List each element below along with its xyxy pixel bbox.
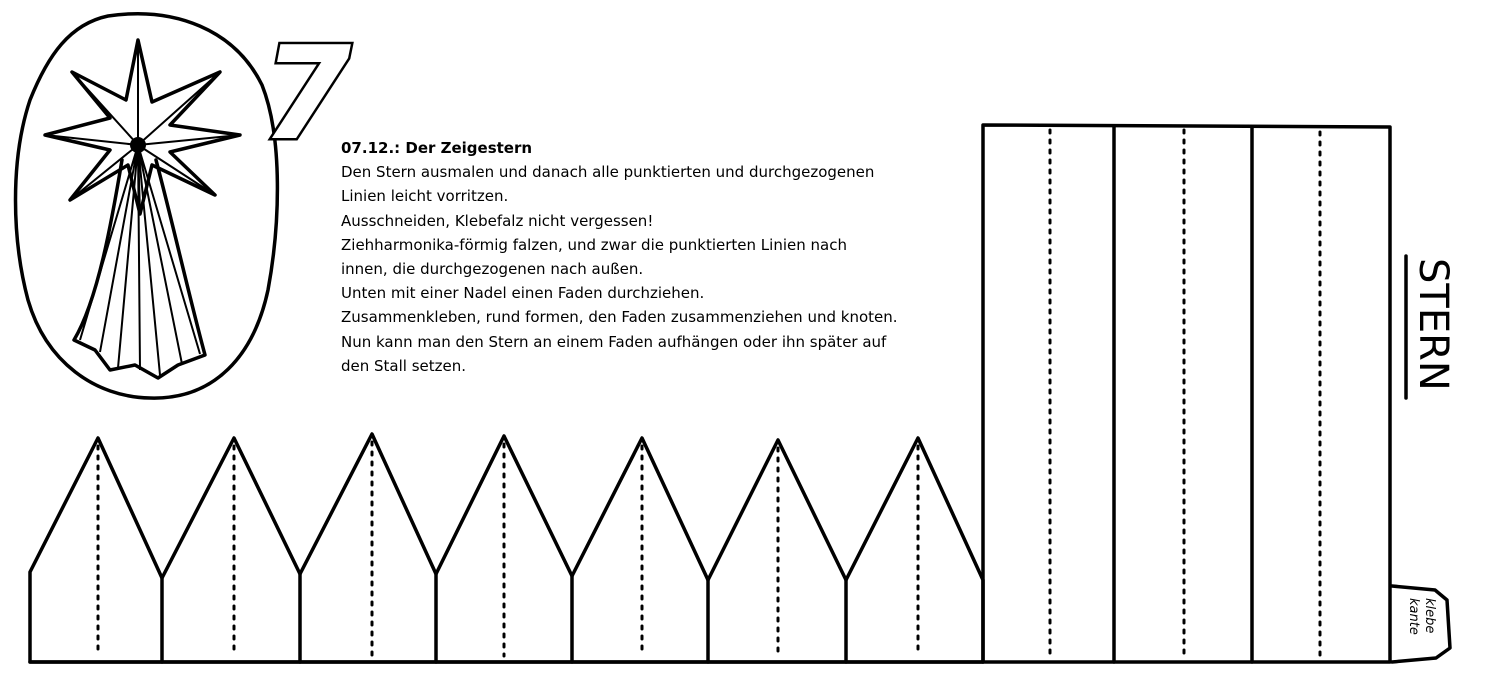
side-label <box>1406 256 1456 398</box>
instruction-line: den Stall setzen. <box>341 356 467 375</box>
instruction-line: Unten mit einer Nadel einen Faden durchziehen. <box>341 284 705 303</box>
zigzag-cut-strip <box>30 434 983 662</box>
day-number: 7 <box>262 20 352 169</box>
instruction-text <box>341 136 981 378</box>
instruction-line: Zusammenkleben, rund formen, den Faden zusammenziehen und knoten. <box>341 308 898 327</box>
instruction-title: 07.12.: Der Zeigestern <box>341 139 533 157</box>
star-illustration-frame <box>16 14 278 398</box>
zigzag-outline <box>30 434 983 662</box>
instruction-line: Den Stern ausmalen und danach alle punktierten und durchgezogenen <box>341 163 875 182</box>
star-icon <box>45 40 240 378</box>
glue-tab-label-2: kante <box>1406 598 1421 635</box>
side-label-text: STERN <box>1410 258 1456 391</box>
glue-tab <box>1392 586 1450 662</box>
panel-outline <box>983 125 1390 662</box>
rectangular-panel <box>983 125 1390 662</box>
instruction-line: Ausschneiden, Klebefalz nicht vergessen! <box>341 211 654 230</box>
instruction-line: Ziehharmonika-förmig falzen, und zwar die punktierten Linien nach <box>341 235 847 254</box>
instruction-line: Linien leicht vorritzen. <box>341 187 509 206</box>
instruction-line: Nun kann man den Stern an einem Faden aufhängen oder ihn später auf <box>341 332 887 351</box>
instruction-line: innen, die durchgezogenen nach außen. <box>341 260 644 279</box>
glue-tab-label-1: klebe <box>1422 598 1437 634</box>
